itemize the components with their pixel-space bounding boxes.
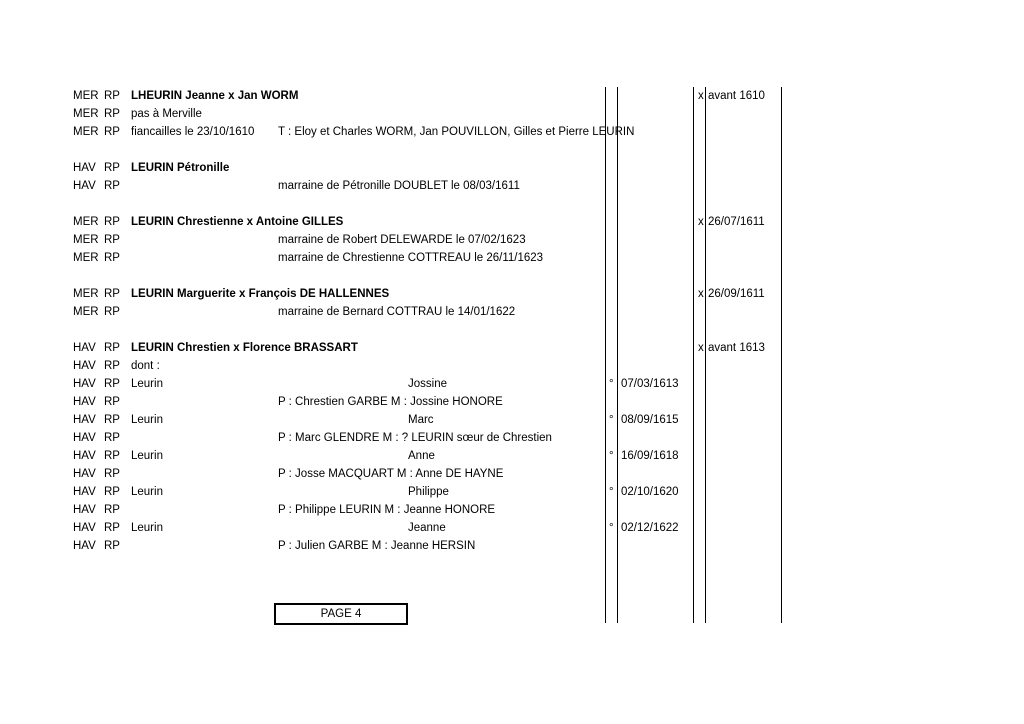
source-code: RP xyxy=(104,216,120,228)
source-code: RP xyxy=(104,378,120,390)
source-code: RP xyxy=(104,486,120,498)
record-row xyxy=(0,303,1024,321)
record-row xyxy=(0,429,1024,447)
place-code: MER xyxy=(73,252,99,264)
page-number-box: PAGE 4 xyxy=(274,603,408,625)
source-code: RP xyxy=(104,360,120,372)
place-code: HAV xyxy=(73,450,96,462)
source-code: RP xyxy=(104,162,120,174)
place-code: HAV xyxy=(73,522,96,534)
marriage-marker: x xyxy=(698,288,704,300)
child-name: Jeanne xyxy=(408,522,446,534)
source-code: RP xyxy=(104,306,120,318)
place-code: MER xyxy=(73,90,99,102)
record-row xyxy=(0,465,1024,483)
record-description: LEURIN Pétronille xyxy=(131,162,230,174)
source-code: RP xyxy=(104,540,120,552)
marriage-date: avant 1613 xyxy=(708,342,765,354)
source-code: RP xyxy=(104,108,120,120)
place-code: HAV xyxy=(73,180,96,192)
record-description: Leurin xyxy=(131,486,163,498)
place-code: HAV xyxy=(73,504,96,516)
source-code: RP xyxy=(104,414,120,426)
record-description: LHEURIN Jeanne x Jan WORM xyxy=(131,90,299,102)
record-row xyxy=(0,375,1024,393)
record-row xyxy=(0,231,1024,249)
record-row xyxy=(0,105,1024,123)
birth-date: 02/10/1620 xyxy=(621,486,679,498)
birth-marker: ° xyxy=(609,414,614,426)
record-description: LEURIN Chrestien x Florence BRASSART xyxy=(131,342,358,354)
place-code: HAV xyxy=(73,414,96,426)
source-code: RP xyxy=(104,432,120,444)
record-description: Leurin xyxy=(131,378,163,390)
record-row xyxy=(0,411,1024,429)
record-detail: marraine de Robert DELEWARDE le 07/02/1623 xyxy=(278,234,526,246)
record-row xyxy=(0,123,1024,141)
record-row xyxy=(0,213,1024,231)
place-code: HAV xyxy=(73,342,96,354)
place-code: MER xyxy=(73,306,99,318)
source-code: RP xyxy=(104,522,120,534)
place-code: HAV xyxy=(73,396,96,408)
birth-marker: ° xyxy=(609,378,614,390)
record-detail: marraine de Chrestienne COTTREAU le 26/11/1623 xyxy=(278,252,544,264)
marriage-marker: x xyxy=(698,90,704,102)
place-code: MER xyxy=(73,234,99,246)
source-code: RP xyxy=(104,504,120,516)
record-row xyxy=(0,357,1024,375)
record-row xyxy=(0,177,1024,195)
place-code: MER xyxy=(73,108,99,120)
record-description: dont : xyxy=(131,360,160,372)
birth-marker: ° xyxy=(609,450,614,462)
place-code: MER xyxy=(73,216,99,228)
source-code: RP xyxy=(104,180,120,192)
source-code: RP xyxy=(104,342,120,354)
record-description: Leurin xyxy=(131,414,163,426)
record-detail: P : Marc GLENDRE M : ? LEURIN sœur de Chrestien xyxy=(278,432,552,444)
record-row xyxy=(0,501,1024,519)
child-name: Jossine xyxy=(408,378,447,390)
source-code: RP xyxy=(104,90,120,102)
place-code: HAV xyxy=(73,486,96,498)
birth-marker: ° xyxy=(609,486,614,498)
marriage-date: 26/09/1611 xyxy=(708,288,765,300)
record-row xyxy=(0,159,1024,177)
record-description: Leurin xyxy=(131,450,163,462)
record-row xyxy=(0,285,1024,303)
record-row xyxy=(0,249,1024,267)
birth-date: 16/09/1618 xyxy=(621,450,679,462)
source-code: RP xyxy=(104,468,120,480)
child-name: Marc xyxy=(408,414,434,426)
record-detail: P : Chrestien GARBE M : Jossine HONORE xyxy=(278,396,503,408)
record-row xyxy=(0,393,1024,411)
child-name: Anne xyxy=(408,450,435,462)
place-code: HAV xyxy=(73,468,96,480)
record-description: LEURIN Chrestienne x Antoine GILLES xyxy=(131,216,344,228)
record-description: fiancailles le 23/10/1610 xyxy=(131,126,255,138)
record-description: LEURIN Marguerite x François DE HALLENNES xyxy=(131,288,390,300)
record-detail: marraine de Pétronille DOUBLET le 08/03/1611 xyxy=(278,180,520,192)
marriage-date: 26/07/1611 xyxy=(708,216,765,228)
birth-date: 02/12/1622 xyxy=(621,522,679,534)
record-row xyxy=(0,537,1024,555)
record-detail: marraine de Bernard COTTRAU le 14/01/1622 xyxy=(278,306,516,318)
record-detail: T : Eloy et Charles WORM, Jan POUVILLON, Gilles et Pierre LEURIN xyxy=(278,126,635,138)
place-code: HAV xyxy=(73,540,96,552)
place-code: HAV xyxy=(73,360,96,372)
record-row xyxy=(0,339,1024,357)
birth-date: 07/03/1613 xyxy=(621,378,679,390)
record-detail: P : Josse MACQUART M : Anne DE HAYNE xyxy=(278,468,504,480)
place-code: HAV xyxy=(73,162,96,174)
birth-date: 08/09/1615 xyxy=(621,414,679,426)
marriage-marker: x xyxy=(698,342,704,354)
record-description: pas à Merville xyxy=(131,108,202,120)
child-name: Philippe xyxy=(408,486,449,498)
record-description: Leurin xyxy=(131,522,163,534)
record-detail: P : Julien GARBE M : Jeanne HERSIN xyxy=(278,540,476,552)
birth-marker: ° xyxy=(609,522,614,534)
record-row xyxy=(0,483,1024,501)
source-code: RP xyxy=(104,396,120,408)
marriage-marker: x xyxy=(698,216,704,228)
source-code: RP xyxy=(104,252,120,264)
record-row xyxy=(0,447,1024,465)
record-row xyxy=(0,87,1024,105)
source-code: RP xyxy=(104,450,120,462)
marriage-date: avant 1610 xyxy=(708,90,765,102)
place-code: HAV xyxy=(73,432,96,444)
record-detail: P : Philippe LEURIN M : Jeanne HONORE xyxy=(278,504,496,516)
record-row xyxy=(0,519,1024,537)
source-code: RP xyxy=(104,288,120,300)
place-code: MER xyxy=(73,126,99,138)
place-code: HAV xyxy=(73,378,96,390)
source-code: RP xyxy=(104,126,120,138)
source-code: RP xyxy=(104,234,120,246)
place-code: MER xyxy=(73,288,99,300)
